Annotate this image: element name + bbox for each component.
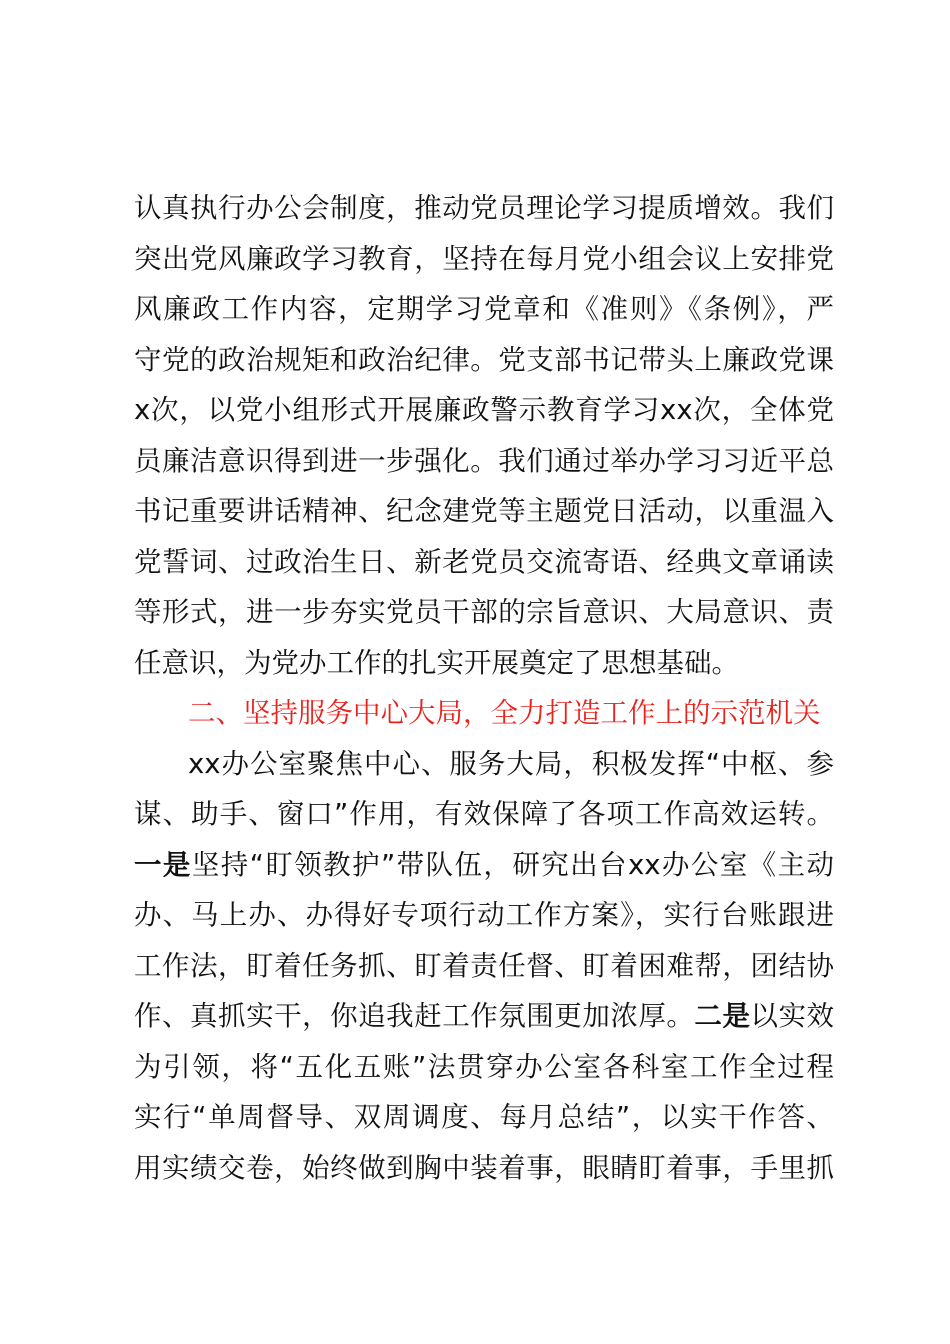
document-body xyxy=(134,183,834,1193)
para2-line-8: 实行“单周督导、双周调度、每月总结”，以实干作答、 xyxy=(134,1101,834,1133)
para2-line-9: 用实绩交卷，始终做到胸中装着事，眼睛盯着事，手里抓 xyxy=(134,1151,834,1184)
para1-line-1: 认真执行办公会制度，推动党员理论学习提质增效。我们 xyxy=(134,192,834,224)
para1-line-2: 突出党风廉政学习教育，坚持在每月党小组会议上安排党 xyxy=(134,242,834,275)
para1-line-3: 风廉政工作内容，定期学习党章和《准则》《条例》，严 xyxy=(134,293,834,325)
para2-line-2: 谋、助手、窗口”作用，有效保障了各项工作高效运转。 xyxy=(134,798,834,830)
para1-line-6: 员廉洁意识得到进一步强化。我们通过举办学习习近平总 xyxy=(134,444,834,477)
point-one-end: 作、真抓实干，你追我赶工作氛围更加浓厚。 xyxy=(134,1000,695,1032)
point-two-label: 二是 xyxy=(694,1000,751,1032)
para1-line-10: 任意识，为党办工作的扎实开展奠定了思想基础。 xyxy=(134,646,739,679)
para2-line-5: 工作法，盯着任务抓、盯着责任督、盯着困难帮，团结协 xyxy=(134,949,834,982)
para2-line-4: 办、马上办、办得好专项行动工作方案》，实行台账跟进 xyxy=(134,899,834,931)
para2-line-1: xx办公室聚焦中心、服务大局，积极发挥“中枢、参 xyxy=(188,747,834,780)
para1-line-4: 守党的政治规矩和政治纪律。党支部书记带头上廉政党课 xyxy=(134,343,834,376)
point-two-text: 以实效 xyxy=(750,1000,835,1032)
para1-line-7: 书记重要讲话精神、纪念建党等主题党日活动，以重温入 xyxy=(134,495,834,527)
point-one-label: 一是 xyxy=(134,848,192,881)
para2-line-3 xyxy=(134,840,834,891)
para2-line-6 xyxy=(134,991,834,1042)
section-heading: 二、坚持服务中心大局，全力打造工作上的示范机关 xyxy=(188,697,821,729)
para1-line-8: 党誓词、过政治生日、新老党员交流寄语、经典文章诵读 xyxy=(134,545,834,578)
point-one-text: 坚持“盯领教护”带队伍，研究出台xx办公室《主动 xyxy=(191,848,835,881)
para1-line-5: x次，以党小组形式开展廉政警示教育学习xx次，全体党 xyxy=(134,394,834,426)
para2-line-7: 为引领，将“五化五账”法贯穿办公室各科室工作全过程 xyxy=(134,1050,834,1083)
para1-line-9: 等形式，进一步夯实党员干部的宗旨意识、大局意识、责 xyxy=(134,596,834,628)
